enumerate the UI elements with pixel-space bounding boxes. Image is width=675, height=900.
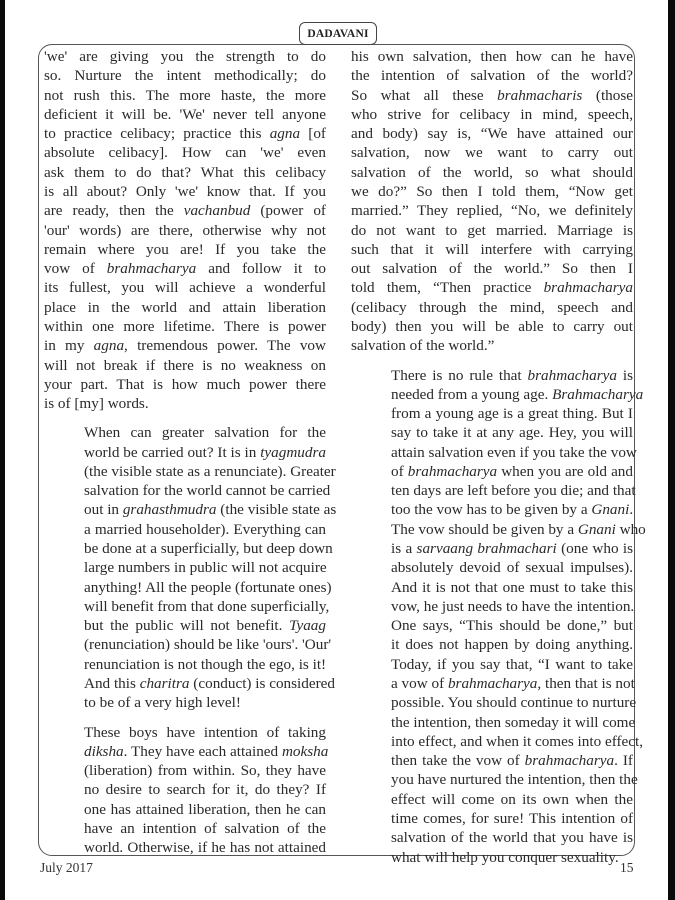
text-line: is all about? Only 'we' know that. If you [44, 182, 326, 200]
text-line: place in the world and attain liberation [44, 298, 326, 316]
text-line: possible. You should continue to nurture [391, 694, 637, 712]
italic-term: vachanbud [183, 202, 251, 220]
text-line: are ready, then the vachanbud (power of [44, 202, 326, 220]
text-line: but the public will not benefit. Tyaag [84, 617, 326, 635]
magazine-page [5, 0, 668, 900]
text-line: too the vow has to be given by a Gnani. [391, 501, 634, 519]
text-line: absolute celibacy]. How can 'we' even [44, 144, 326, 162]
text-line: deficient it will be. 'We' never tell anyone [44, 105, 326, 123]
text-line: (renunciation) should be like 'ours'. 'Our' [84, 636, 332, 654]
italic-term: brahmacharya [106, 260, 197, 278]
text-line: attain salvation even if you take the vow [391, 443, 637, 461]
text-line: salvation of the world, so what should [351, 163, 633, 181]
text-line: effect will come on its own when the [391, 790, 633, 808]
text-line: his own salvation, then how can he have [351, 48, 633, 65]
text-line: absolutely devoid of sexual impulses). [391, 559, 633, 577]
text-line: body) then you will be able to carry out [351, 317, 633, 335]
text-line: (liberation) from within. So, they have [84, 762, 326, 780]
italic-term: grahasthmudra [122, 501, 217, 519]
text-line: the intention of salvation of the world? [351, 67, 633, 85]
text-line: anything! All the people (fortunate ones) [84, 578, 332, 596]
text-line: (the visible state as a renunciate). Greater [84, 462, 336, 480]
text-line: not rush this. The more haste, the more [44, 86, 326, 104]
text-line: salvation for the world cannot be carried [84, 482, 331, 500]
italic-term: agna [93, 337, 125, 355]
text-line: out salvation of the world.” So then I [351, 260, 633, 278]
page-number: 15 [620, 860, 634, 875]
text-line: who strive for celibacy in mind, speech, [351, 105, 633, 123]
magazine-title: DADAVANI [307, 27, 369, 40]
issue-date: July 2017 [40, 860, 93, 875]
italic-term: brahmacharis [497, 86, 583, 104]
text-line: will benefit from that done superficially, [84, 597, 330, 615]
text-line: into effect, and when it comes into effect, [391, 732, 644, 750]
italic-term: sarvaang brahmachari [416, 540, 557, 558]
text-line: have an intention of salvation of the [84, 819, 326, 837]
text-line: 'our' words) are there, otherwise why not [44, 221, 326, 239]
italic-term: Gnani [591, 501, 630, 519]
text-line: we do?” So then I told them, “Now get [351, 182, 633, 200]
text-line: salvation, now we want to carry out [351, 144, 633, 162]
text-line: a married householder). Everything can [84, 520, 326, 538]
paragraph [44, 423, 337, 712]
text-line: out in grahasthmudra (the visible state as [84, 501, 337, 519]
text-line: say to take it at any age. Hey, you will [391, 424, 633, 442]
left-column [44, 47, 337, 858]
text-line: vow, he just needs to have the intention. [391, 597, 635, 615]
text-line: world. Otherwise, if he has not attained [84, 839, 326, 857]
text-line: to be of a very high level! [84, 694, 241, 712]
text-line: you have nurtured the intention, then the [391, 771, 638, 789]
italic-term: brahmacharya [447, 675, 538, 692]
text-line: your part. That is how much power there [44, 375, 326, 393]
text-line: ask them to do that? What this celibacy [44, 163, 326, 181]
text-line: The vow should be given by a Gnani who [391, 520, 646, 538]
italic-term: brahmacharya [407, 462, 498, 480]
text-line: So what all these brahmacharis (those [351, 86, 633, 104]
text-line: world be carried out? It is in tyagmudra [84, 443, 326, 461]
right-column [351, 47, 646, 867]
italic-term: diksha [84, 742, 124, 760]
text-line: salvation of the world.” [351, 337, 495, 355]
italic-term: brahmacharya [527, 366, 617, 384]
text-line: These boys have intention of taking [84, 723, 326, 741]
text-line: There is no rule that brahmacharya is [391, 366, 633, 384]
text-line: salvation of the world that you have is [391, 829, 633, 847]
text-line: diksha. They have each attained moksha [84, 742, 329, 760]
text-line: what will help you conquer sexuality. [391, 848, 619, 866]
text-line: to practice celibacy; practice this agna [of [44, 125, 326, 143]
text-line: from a young age is a great thing. But I [391, 405, 633, 423]
paragraph [351, 47, 633, 356]
text-line: When can greater salvation for the [84, 424, 326, 442]
italic-term: brahmacharya [543, 279, 633, 297]
right-edge-bar [668, 0, 675, 900]
italic-term: charitra [139, 675, 190, 692]
text-line: And it is not that one must to take this [391, 578, 633, 596]
paragraph [44, 47, 326, 413]
italic-term: Gnani [577, 520, 616, 538]
text-line: told them, “Then practice brahmacharya [351, 279, 633, 297]
text-line: ten days are left before you die; and that [391, 482, 636, 500]
text-line: one has attained liberation, then he can [84, 800, 326, 818]
text-line: (celibacy through the mind, speech and [351, 298, 633, 316]
text-line: be done at a superficially, but deep down [84, 540, 333, 558]
text-line: and body) say is, “We have attained our [351, 125, 633, 143]
text-line: it does not happen by doing anything. [391, 636, 633, 654]
italic-term: brahmacharya [524, 752, 615, 770]
text-line: then take the vow of brahmacharya. If [391, 752, 633, 770]
text-line: 'we' are giving you the strength to do [44, 48, 326, 65]
text-line: Today, if you say that, “I want to take [391, 655, 633, 673]
text-line: needed from a young age. Brahmacharya [391, 385, 644, 403]
text-line: no desire to search for it, do they? If [84, 781, 326, 799]
text-line: the intention, then someday it will come [391, 713, 636, 731]
paragraph [44, 723, 329, 858]
text-line: And this charitra (conduct) is considered [84, 675, 335, 692]
text-line: will not break if there is no weakness on [44, 356, 326, 374]
italic-term: Brahmacharya [552, 385, 644, 403]
text-line: a vow of brahmacharya, then that is not [391, 675, 635, 692]
text-line: within one more lifetime. There is power [44, 317, 326, 335]
text-line: such that it will interfere with carrying [351, 240, 633, 258]
text-line: large numbers in public will not acquire [84, 559, 327, 577]
text-line: remain where you are! If you take the [44, 240, 326, 258]
italic-term: tyagmudra [260, 443, 326, 461]
text-line: do not want to get married. Marriage is [351, 221, 633, 239]
italic-term: Tyaag [289, 617, 326, 635]
text-line: married.” They replied, “No, we definitely [351, 202, 633, 220]
text-line: is of [my] words. [44, 395, 149, 413]
text-line: renunciation is not though the ego, is it! [84, 655, 327, 673]
italic-term: moksha [281, 742, 329, 760]
text-line: is a sarvaang brahmachari (one who is [391, 540, 634, 558]
text-line: One says, “This should be done,” but [391, 617, 633, 635]
paragraph [351, 366, 646, 867]
text-line: vow of brahmacharya and follow it to [44, 260, 326, 278]
text-line: so. Nurture the intent methodically; do [44, 67, 326, 85]
text-line: of brahmacharya when you are old and [391, 462, 633, 480]
magazine-title-tab [299, 22, 377, 45]
text-line: in my agna, tremendous power. The vow [44, 337, 326, 355]
text-line: time comes, for sure! This intention of [391, 809, 633, 827]
italic-term: agna [269, 125, 301, 143]
text-line: its fullest, you will achieve a wonderful [44, 279, 326, 297]
